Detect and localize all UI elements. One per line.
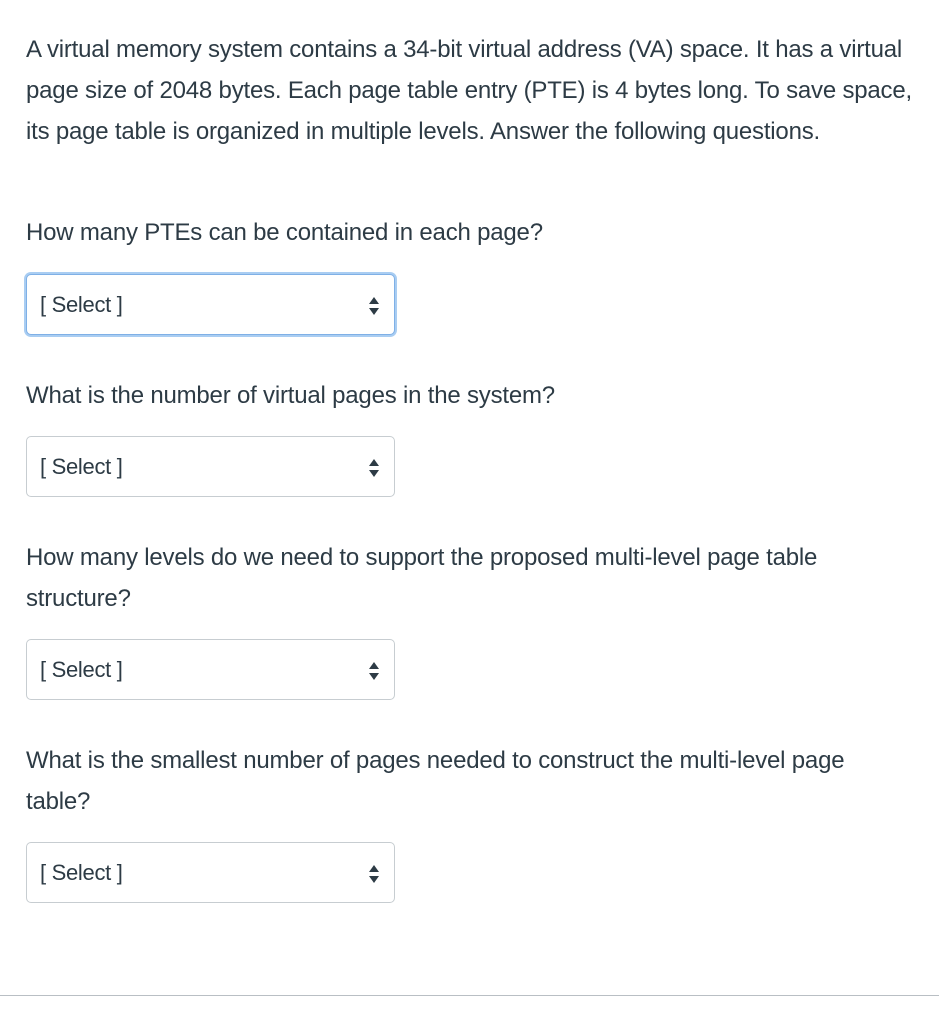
question-1-text: How many PTEs can be contained in each page? xyxy=(26,219,543,246)
updown-chevron-icon xyxy=(368,295,380,317)
question-2-select-value: [ Select ] xyxy=(40,454,123,479)
question-3 xyxy=(26,537,906,619)
question-2-select[interactable] xyxy=(26,436,395,497)
bottom-divider xyxy=(0,995,939,996)
question-1-select-value: [ Select ] xyxy=(40,292,123,317)
question-1-select[interactable] xyxy=(26,274,395,335)
question-1 xyxy=(26,212,906,253)
question-2 xyxy=(26,375,906,416)
question-4-text: What is the smallest number of pages needed to construct the multi-level page table? xyxy=(26,747,845,815)
updown-chevron-icon xyxy=(368,660,380,682)
question-4-select[interactable] xyxy=(26,842,395,903)
question-3-text: How many levels do we need to support the proposed multi-level page table structure? xyxy=(26,544,818,612)
question-3-select[interactable] xyxy=(26,639,395,700)
question-4-select-value: [ Select ] xyxy=(40,860,123,885)
question-4 xyxy=(26,740,906,822)
updown-chevron-icon xyxy=(368,457,380,479)
question-3-select-value: [ Select ] xyxy=(40,657,123,682)
updown-chevron-icon xyxy=(368,863,380,885)
quiz-intro-container xyxy=(26,29,930,152)
quiz-intro-text: A virtual memory system contains a 34-bit virtual address (VA) space. It has a virtual page size of 2048 bytes. Each page table entry (PTE) is 4 bytes long. To save space, its page table is organized in multiple levels. Answer the following questions. xyxy=(26,36,912,145)
question-2-text: What is the number of virtual pages in the system? xyxy=(26,382,555,409)
